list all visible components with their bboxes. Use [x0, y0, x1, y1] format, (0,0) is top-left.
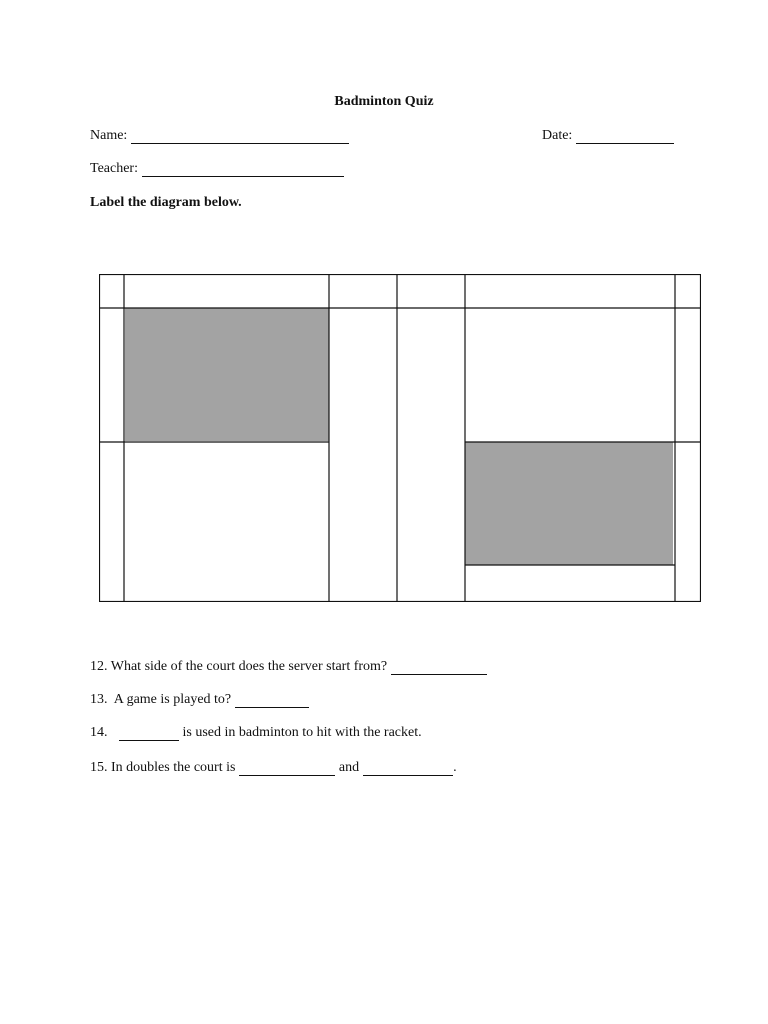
name-row: [90, 128, 349, 144]
badminton-court-diagram: [99, 274, 701, 602]
answer-blank-12[interactable]: [391, 660, 487, 675]
question-15: [90, 760, 457, 776]
shaded-service-court-right: [465, 442, 673, 565]
teacher-row: [90, 161, 344, 177]
date-row: [542, 128, 674, 144]
name-label: Name:: [90, 128, 128, 143]
answer-blank-13[interactable]: [235, 693, 309, 708]
answer-blank-15a[interactable]: [239, 761, 335, 776]
date-label: Date:: [542, 128, 573, 143]
question-14: [90, 725, 422, 741]
question-text: In doubles the court is: [111, 760, 236, 775]
teacher-label: Teacher:: [90, 161, 138, 176]
instruction: Label the diagram below.: [90, 195, 242, 210]
question-text: is used in badminton to hit with the racket.: [182, 725, 422, 740]
question-13: [90, 692, 309, 708]
question-number: 13.: [90, 692, 108, 707]
question-number: 12.: [90, 659, 108, 674]
question-text: A game is played to?: [111, 692, 232, 707]
teacher-blank[interactable]: [142, 162, 344, 177]
question-number: 15.: [90, 760, 108, 775]
question-text: What side of the court does the server start from?: [110, 659, 388, 674]
answer-blank-14[interactable]: [119, 726, 179, 741]
court-svg: [99, 274, 701, 602]
question-text-and: and: [338, 760, 360, 775]
question-12: [90, 659, 487, 675]
question-end: .: [453, 760, 457, 775]
shaded-service-court-left: [125, 308, 329, 441]
quiz-title: Badminton Quiz: [334, 94, 434, 109]
answer-blank-15b[interactable]: [363, 761, 453, 776]
date-blank[interactable]: [576, 129, 674, 144]
name-blank[interactable]: [131, 129, 349, 144]
question-number: 14.: [90, 725, 108, 740]
